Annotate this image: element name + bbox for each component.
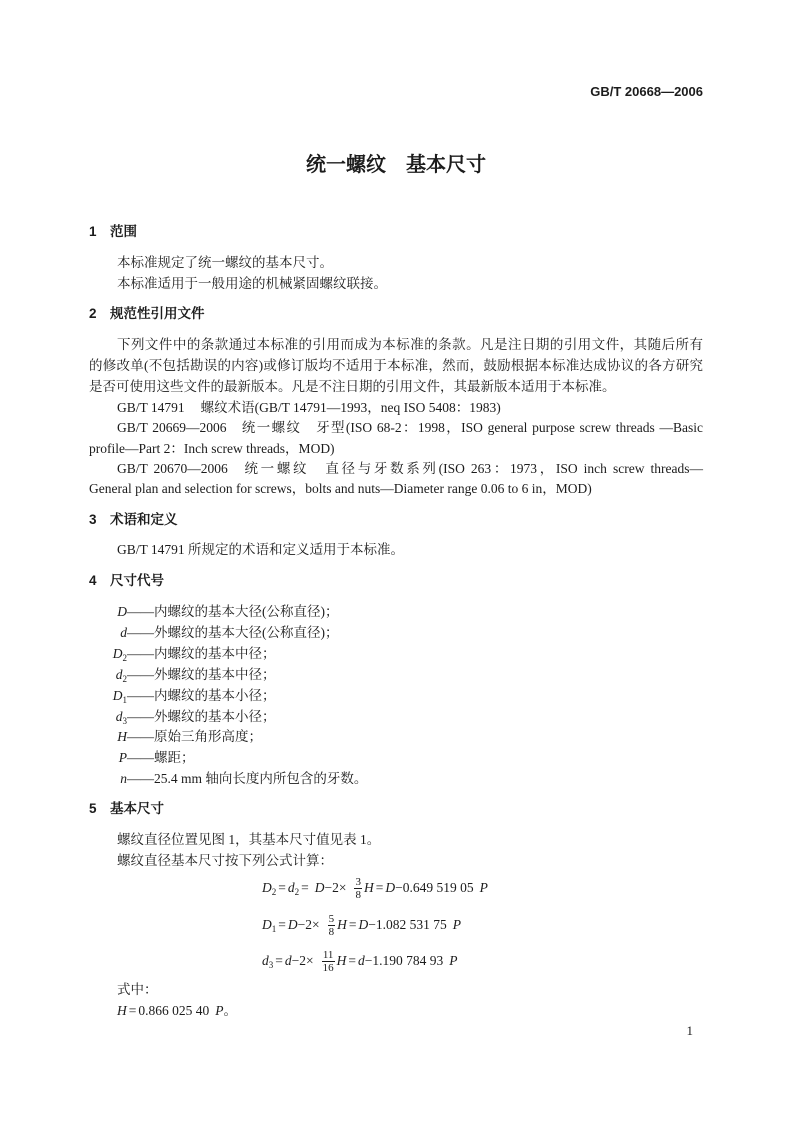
section-title: 术语和定义 <box>110 512 178 527</box>
symbol-description: ——螺距； <box>127 750 195 765</box>
document-title: 统一螺纹 基本尺寸 <box>306 154 486 176</box>
variable: d <box>262 953 269 968</box>
symbol-subscript: 2 <box>122 674 127 684</box>
section-2-heading <box>89 304 703 324</box>
symbol <box>89 748 127 768</box>
symbol <box>89 686 127 706</box>
variable: D <box>358 917 369 932</box>
symbol-description: ——外螺纹的基本小径； <box>127 709 276 724</box>
symbol-definition <box>89 727 703 747</box>
equals-sign: = <box>348 953 356 968</box>
reference-gb-t-14791 <box>117 398 703 418</box>
operator-term: −2× <box>291 953 314 968</box>
page-number: 1 <box>686 1023 693 1038</box>
reference-gb-t-20669 <box>117 418 703 438</box>
fraction <box>322 949 335 974</box>
equals-sign: = <box>375 880 384 895</box>
section-number: 5 <box>89 801 97 816</box>
symbol-description: ——原始三角形高度； <box>127 729 262 744</box>
fraction-numerator: 3 <box>355 876 361 889</box>
symbol-letter: D <box>117 604 127 619</box>
section-title: 基本尺寸 <box>110 801 164 816</box>
constant-term: −1.190 784 93 <box>364 953 444 968</box>
symbol-letter: d <box>115 667 123 682</box>
symbol <box>89 769 127 789</box>
section-4-heading <box>89 571 703 591</box>
variable: P <box>479 880 488 895</box>
symbol <box>89 644 127 664</box>
paragraph: GB/T 14791 所规定的术语和定义适用于本标准。 <box>117 542 405 557</box>
section-title: 尺寸代号 <box>110 573 164 588</box>
symbol-definition <box>89 748 703 768</box>
symbol-subscript: 3 <box>122 716 127 726</box>
variable: P <box>449 953 458 968</box>
section-number: 4 <box>89 573 97 588</box>
formula-pitch-diameter <box>262 875 682 901</box>
fraction-denominator: 16 <box>322 962 334 975</box>
symbol-description: ——内螺纹的基本中径； <box>127 646 276 661</box>
reference-continuation: General plan and selection for screws，bolts and nuts—Diameter range 0.06 to 6 in，MOD) <box>89 481 592 496</box>
symbol <box>89 602 127 622</box>
paragraph: 本标准规定了统一螺纹的基本尺寸。 <box>117 255 333 270</box>
subscript: 1 <box>271 924 277 934</box>
fraction-denominator: 8 <box>355 889 361 902</box>
fraction <box>328 913 336 938</box>
variable: d <box>284 953 292 968</box>
symbol-description: ——25.4 mm 轴向长度内所包含的牙数。 <box>127 771 368 786</box>
paragraph: 螺纹直径基本尺寸按下列公式计算： <box>117 853 333 868</box>
paragraph: 螺纹直径位置见图 1，其基本尺寸值见表 1。 <box>117 832 381 847</box>
symbol <box>89 623 127 643</box>
variable: P <box>215 1003 224 1018</box>
symbol-subscript: 1 <box>122 695 127 705</box>
reference-code: GB/T 14791 <box>117 400 185 415</box>
symbol-letter: n <box>120 771 127 786</box>
section-number: 3 <box>89 512 97 527</box>
symbol-letter: H <box>117 729 127 744</box>
equals-sign: = <box>128 1003 137 1018</box>
variable: D <box>314 880 325 895</box>
equals-sign: = <box>278 917 286 932</box>
section-title: 范围 <box>110 224 137 239</box>
symbol <box>89 665 127 685</box>
symbol <box>89 727 127 747</box>
where-definition <box>117 1001 703 1021</box>
intro-line: 下列文件中的条款通过本标准的引用而成为本标准的条款。凡是注日期的引用文件，其随后所有 <box>117 337 703 352</box>
symbol-definition <box>89 602 703 622</box>
fraction-numerator: 5 <box>328 913 335 926</box>
subscript: 2 <box>271 887 277 897</box>
fraction-denominator: 8 <box>328 926 335 939</box>
variable: D <box>262 917 272 932</box>
variable: D <box>385 880 396 895</box>
symbol-definition <box>89 686 703 706</box>
variable: D <box>262 880 272 895</box>
symbol-definition <box>89 665 703 685</box>
reference-code: GB/T 20670—2006 <box>117 461 228 476</box>
intro-line: 是否可使用这些文件的最新版本。凡是不注日期的引用文件，其最新版本适用于本标准。 <box>89 379 616 394</box>
constant-term: −0.649 519 05 <box>395 880 474 895</box>
symbol-description: ——外螺纹的基本大径(公称直径)； <box>127 625 339 640</box>
formula-minor-diameter-internal <box>262 912 682 938</box>
symbol-letter: P <box>118 750 127 765</box>
variable: H <box>337 917 347 932</box>
reference-title: 螺纹术语(GB/T 14791—1993，neq ISO 5408：1983) <box>200 400 501 415</box>
equals-sign: = <box>278 880 286 895</box>
reference-title: 统一螺纹 直径与牙数系列(ISO 263：1973，ISO inch screw threads— <box>241 461 703 476</box>
symbol-description: ——外螺纹的基本中径； <box>127 667 276 682</box>
variable: d <box>287 880 295 895</box>
equals-sign: = <box>275 953 283 968</box>
section-title: 规范性引用文件 <box>110 306 205 321</box>
paragraph: 本标准适用于一般用途的机械紧固螺纹联接。 <box>117 276 387 291</box>
variable: d <box>357 953 365 968</box>
reference-title: 统一螺纹 牙型(ISO 68-2：1998，ISO general purpose screw threads —Basic <box>240 420 703 435</box>
fraction <box>354 876 362 901</box>
variable: H <box>336 953 347 968</box>
section-number: 2 <box>89 306 97 321</box>
intro-line: 的修改单(不包括勘误的内容)或修订版均不适用于本标准，然而，鼓励根据本标准达成协议的各方研究 <box>89 358 703 373</box>
variable: H <box>117 1003 127 1018</box>
symbol-definition <box>89 769 703 789</box>
section-3-heading <box>89 510 703 530</box>
symbol-definition <box>89 707 703 727</box>
section-number: 1 <box>89 224 97 239</box>
reference-code: GB/T 20669—2006 <box>117 420 227 435</box>
where-label: 式中： <box>117 982 158 997</box>
symbol <box>89 707 127 727</box>
constant-term: −1.082 531 75 <box>368 917 447 932</box>
variable: H <box>363 880 374 895</box>
equals-sign: = <box>301 880 309 895</box>
operator-term: −2× <box>324 880 347 895</box>
symbol-description: ——内螺纹的基本大径(公称直径)； <box>127 604 339 619</box>
section-1-heading <box>89 222 703 242</box>
reference-continuation: profile—Part 2：Inch screw threads，MOD) <box>89 441 335 456</box>
symbol-definition <box>89 644 703 664</box>
symbol-letter: D <box>112 646 123 661</box>
symbol-subscript: 2 <box>122 653 127 663</box>
formula-minor-diameter-external <box>262 948 682 974</box>
fraction-numerator: 11 <box>322 949 334 962</box>
subscript: 3 <box>268 960 274 970</box>
variable: P <box>452 917 461 932</box>
symbol-description: ——内螺纹的基本小径； <box>127 688 276 703</box>
symbol-letter: d <box>115 709 123 724</box>
constant-term: 0.866 025 40 <box>138 1003 210 1018</box>
standard-number: GB/T 20668—2006 <box>590 84 703 99</box>
symbol-letter: D <box>112 688 123 703</box>
punctuation: 。 <box>223 1003 237 1018</box>
reference-gb-t-20670 <box>117 459 703 479</box>
subscript: 2 <box>294 887 300 897</box>
section-5-heading <box>89 799 703 819</box>
symbol-letter: d <box>120 625 127 640</box>
variable: D <box>287 917 298 932</box>
operator-term: −2× <box>297 917 320 932</box>
symbol-definition <box>89 623 703 643</box>
equals-sign: = <box>348 917 357 932</box>
